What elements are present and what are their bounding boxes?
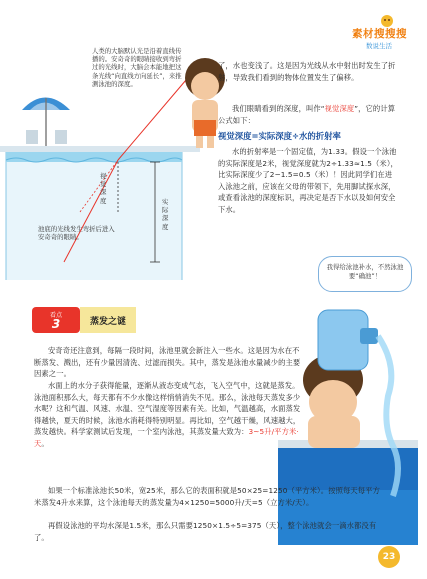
section-title: 蒸发之谜 bbox=[80, 307, 136, 333]
label-real-depth: 实际深度 bbox=[162, 198, 169, 231]
label-refraction: 池底的光线发生弯折后进入安奇奇的眼睛。 bbox=[38, 225, 115, 242]
evaporation-conclusion: 再假设泳池的平均水深是1.5米，那么只需要1250×1.5÷5=375（天），整个泳池就会一滴水都没有了。 bbox=[34, 521, 377, 542]
speech-bubble: 我得给泳池补水，不然泳池要“确池”！ bbox=[318, 256, 412, 292]
evaporation-factors: 水面上的水分子获得能量，逐渐从液态变成气态，飞入空气中，这就是蒸发。泳池面积那么大，每天都有不少水像这样悄悄消失不见。那么，泳池每天蒸发多少水呢？这和气温、风速、水温、空气湿度等因素有关。比如，气温越高，水面蒸发得越快，夏天的时候，泳池水消耗得特别明显。再比如，空气越干燥，风速越大，蒸发越快。科学家测试后发现，一个室内泳池，其蒸发量大致为：3~5升/平方米·天。 bbox=[34, 381, 301, 448]
intro-paragraph: 了，水也变浅了。这是因为光线从水中射出时发生了折射，导致我们看到的物体位置发生了偏移。 bbox=[218, 61, 396, 82]
logo-subtitle: 数说生活 bbox=[366, 42, 392, 50]
brand-logo bbox=[352, 20, 422, 54]
label-visual-depth: 视觉深度 bbox=[100, 172, 107, 205]
refraction-diagram bbox=[0, 0, 240, 280]
water-jug-icon bbox=[318, 310, 378, 370]
formula: 视觉深度=实际深度÷水的折射率 bbox=[218, 131, 341, 141]
evaporation-rate: 3~5升/平方米·天 bbox=[34, 427, 299, 448]
logo-title: 素材搜搜搜 bbox=[352, 28, 407, 40]
section-badge: 看点 3 bbox=[32, 307, 80, 333]
refraction-paragraph: 水的折射率是一个固定值，为1.33。假设一个泳池的实际深度是2米，视觉深度就为2÷1.33≈1.5（米），比实际深度少了2−1.5=0.5（米）！因此同学们在进入泳池之前，应该在父母的带领下，先用脚试探水深，或查看泳池的深度标识，再决定是否下水以及如何安全下水。 bbox=[218, 147, 398, 214]
brain-annotation: 人类的大脑默认光是沿着直线传播的。安奇奇的眼睛接收到弯折过的光线时，大脑会本能地把这条光线“向直线方向延长”，来推测泳池的深度。 bbox=[92, 47, 182, 88]
evaporation-calc: 如果一个标准泳池长50米，宽25米，那么它的表面积就是50×25=1250（平方米）。按照每天每平方米蒸发4升水来算，这个泳池每天的蒸发量为4×1250=5000升/天=5（立方米/天）。 bbox=[34, 486, 380, 507]
visual-depth-paragraph: 我们眼睛看到的深度，叫作“视觉深度”，它的计算公式如下： bbox=[218, 104, 396, 125]
visual-depth-term: 视觉深度 bbox=[324, 104, 355, 113]
page-number: 23 bbox=[378, 546, 400, 568]
evaporation-intro: 安奇奇还注意到，每隔一段时间，泳池里就会新注入一些水。这是因为水在不断蒸发、溅出，还有少量因清洗、过滤而损失。其中，蒸发是泳池水量减少的主要因素之一。 bbox=[34, 346, 301, 379]
